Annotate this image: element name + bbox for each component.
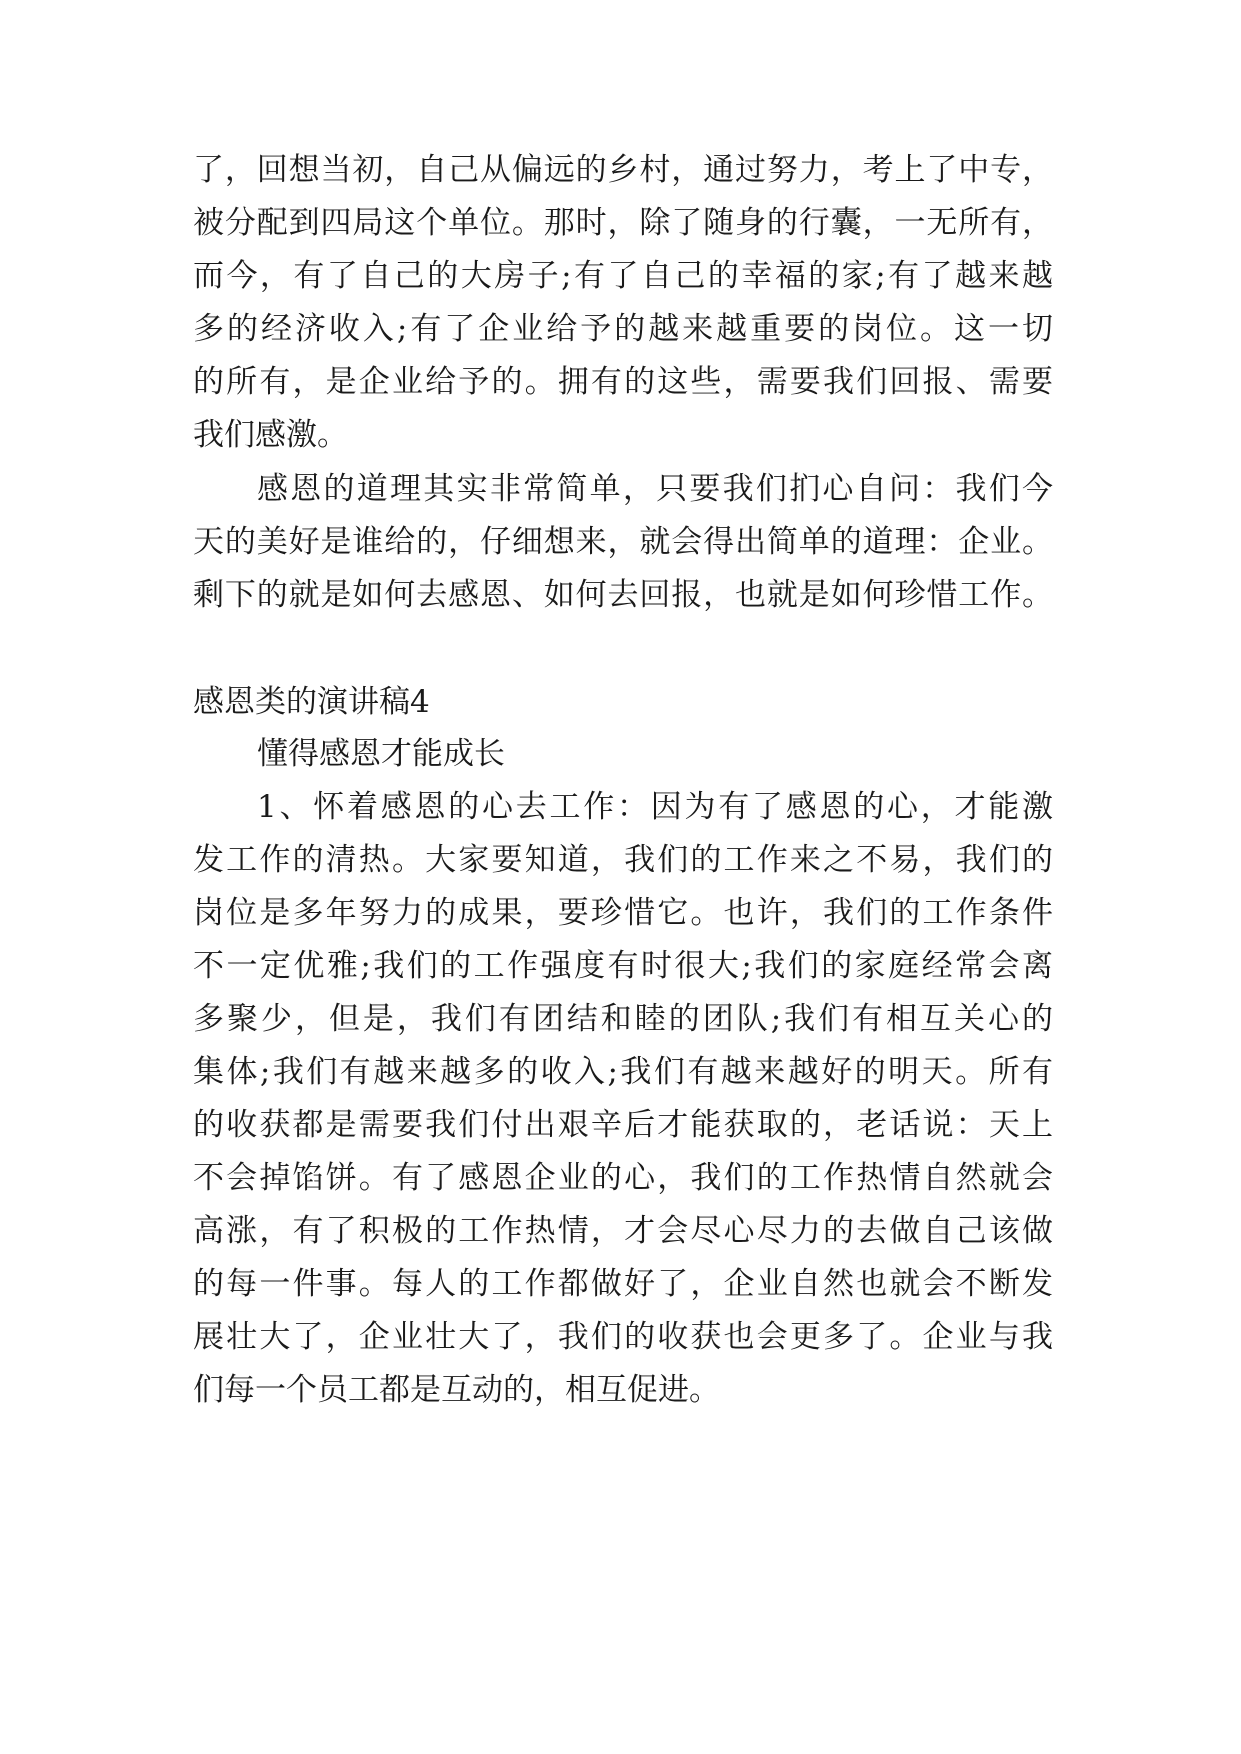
paragraph-line: 剩下的就是如何去感恩、如何去回报，也就是如何珍惜工作。 [193,577,1053,613]
paragraph-line: 多的经济收入;有了企业给予的越来越重要的岗位。这一切 [193,311,1053,347]
paragraph-line: 们每一个员工都是互动的，相互促进。 [193,1372,720,1408]
paragraph-line: 的收获都是需要我们付出艰辛后才能获取的，老话说：天上 [193,1107,1053,1143]
paragraph-line: 1、怀着感恩的心去工作：因为有了感恩的心，才能激 [257,789,1053,825]
paragraph-line: 感恩的道理其实非常简单，只要我们扪心自问：我们今 [257,471,1053,507]
paragraph-line: 我们感激。 [193,417,348,453]
paragraph-line: 天的美好是谁给的，仔细想来，就会得出简单的道理：企业。 [193,524,1053,560]
paragraph-line: 多聚少，但是，我们有团结和睦的团队;我们有相互关心的 [193,1001,1053,1037]
paragraph-line: 被分配到四局这个单位。那时，除了随身的行囊，一无所有， [193,205,1053,241]
paragraph-line: 发工作的清热。大家要知道，我们的工作来之不易，我们的 [193,842,1053,878]
paragraph-line: 集体;我们有越来越多的收入;我们有越来越好的明天。所有 [193,1054,1053,1090]
paragraph-line: 的每一件事。每人的工作都做好了，企业自然也就会不断发 [193,1266,1053,1302]
paragraph-line: 不会掉馅饼。有了感恩企业的心，我们的工作热情自然就会 [193,1160,1053,1196]
paragraph-line: 高涨，有了积极的工作热情，才会尽心尽力的去做自己该做 [193,1213,1053,1249]
paragraph-line: 岗位是多年努力的成果，要珍惜它。也许，我们的工作条件 [193,895,1053,931]
subtitle: 懂得感恩才能成长 [257,736,505,772]
paragraph-line: 而今，有了自己的大房子;有了自己的幸福的家;有了越来越 [193,258,1053,294]
paragraph-line: 展壮大了，企业壮大了，我们的收获也会更多了。企业与我 [193,1319,1053,1355]
paragraph-line: 的所有，是企业给予的。拥有的这些，需要我们回报、需要 [193,364,1053,400]
paragraph-line: 不一定优雅;我们的工作强度有时很大;我们的家庭经常会离 [193,948,1053,984]
section-title: 感恩类的演讲稿4 [193,684,430,720]
paragraph-line: 了，回想当初，自己从偏远的乡村，通过努力，考上了中专， [193,152,1053,188]
